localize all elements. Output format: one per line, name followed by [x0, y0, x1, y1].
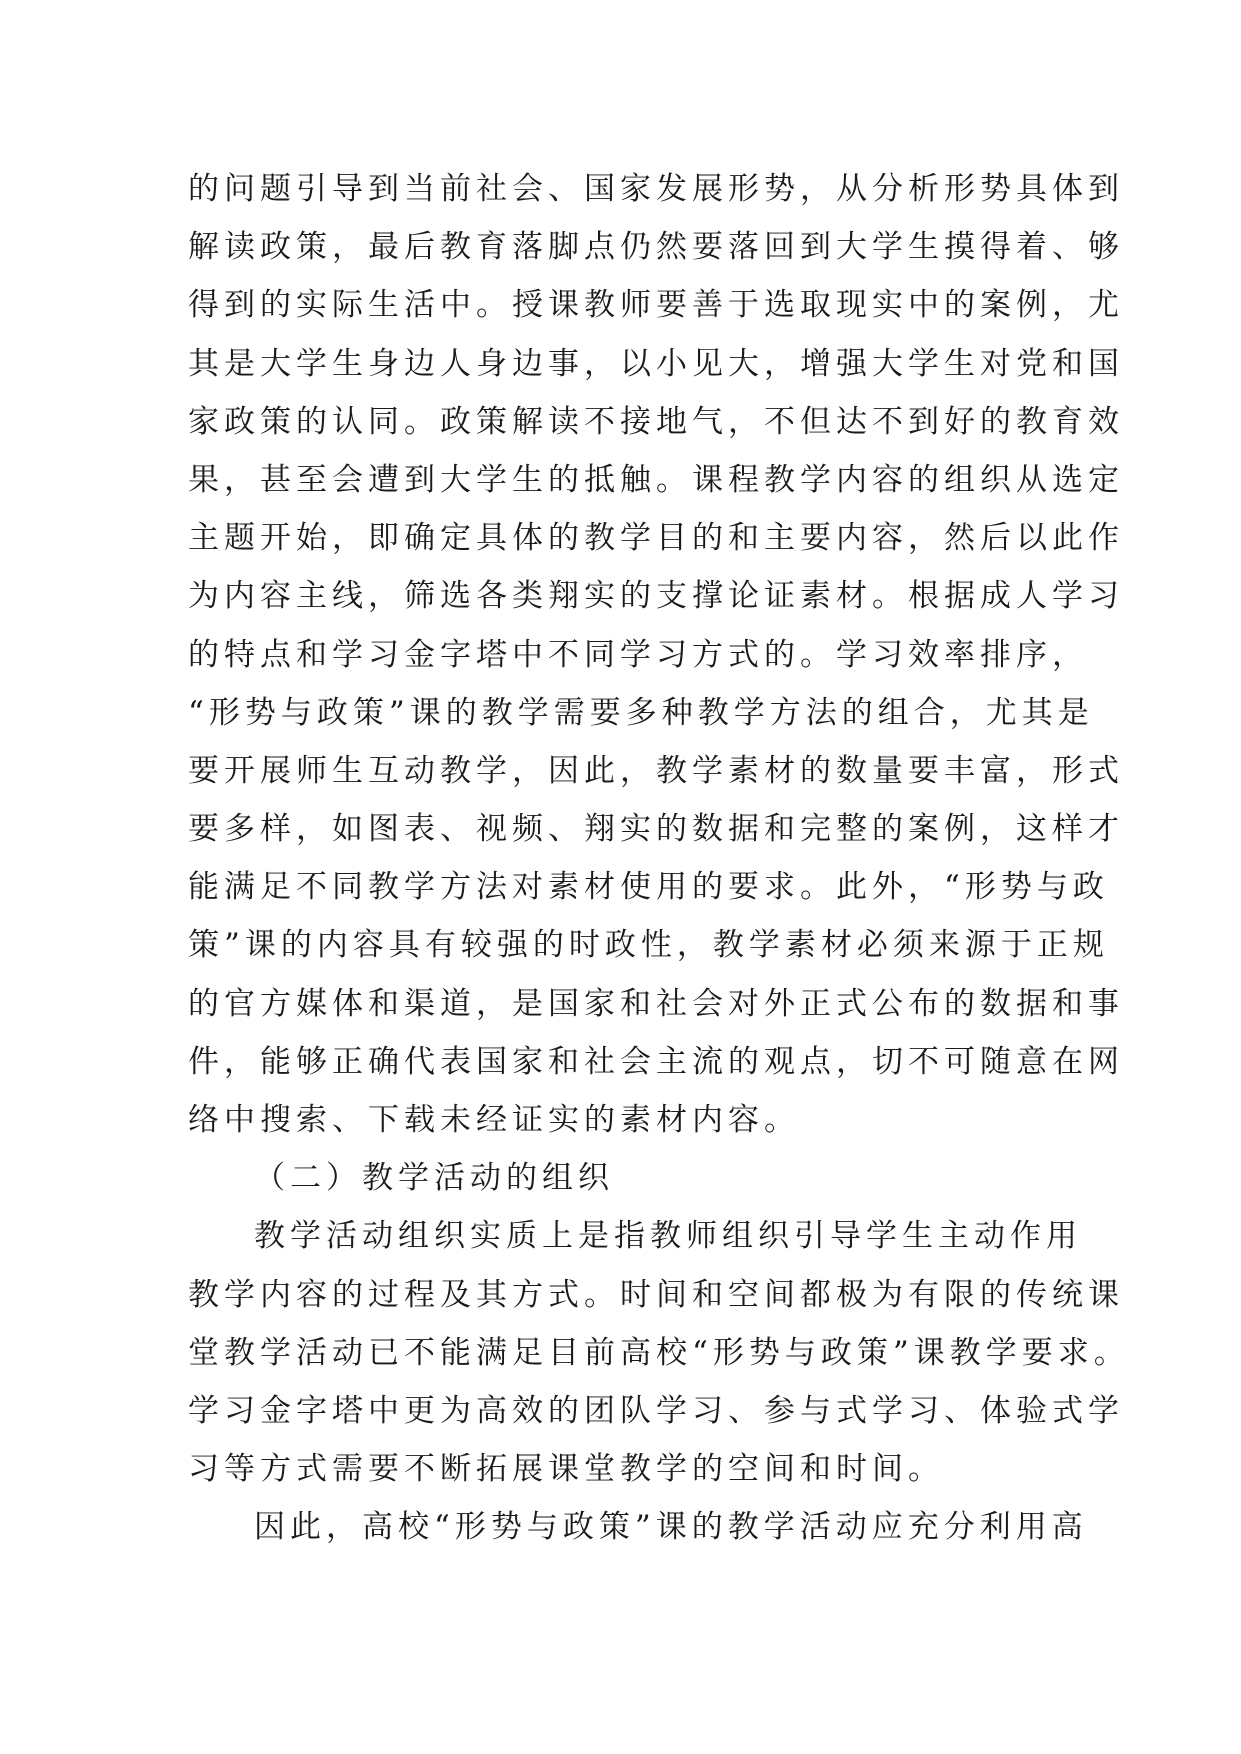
paragraph-start-line: 教学活动组织实质上是指教师组织引导学生主动作用 — [254, 1218, 1082, 1255]
text-line: 策”课的内容具有较强的时政性，教学素材必须来源于正规 — [188, 927, 1109, 964]
text-line: 教学内容的过程及其方式。时间和空间都极为有限的传统课 — [188, 1276, 1124, 1313]
paragraph-start-line: 因此，高校“形势与政策”课的教学活动应充分利用高 — [254, 1509, 1088, 1546]
text-line: 的问题引导到当前社会、国家发展形势，从分析形势具体到 — [188, 171, 1124, 207]
text-line: 件，能够正确代表国家和社会主流的观点，切不可随意在网 — [188, 1043, 1124, 1080]
text-line: 其是大学生身边人身边事，以小见大，增强大学生对党和国 — [188, 345, 1124, 382]
text-line: 络中搜索、下载未经证实的素材内容。 — [188, 1102, 800, 1138]
text-line: 要开展师生互动教学，因此，教学素材的数量要丰富，形式 — [188, 752, 1124, 789]
text-line: 的特点和学习金字塔中不同学习方式的。学习效率排序， — [188, 636, 1088, 673]
text-line: 主题开始，即确定具体的教学目的和主要内容，然后以此作 — [188, 520, 1124, 557]
text-line: 学习金字塔中更为高效的团队学习、参与式学习、体验式学 — [188, 1392, 1124, 1429]
text-line: 能满足不同教学方法对素材使用的要求。此外，“形势与政 — [188, 869, 1109, 906]
text-line: 家政策的认同。政策解读不接地气，不但达不到好的教育效 — [188, 403, 1124, 440]
text-line: 为内容主线，筛选各类翔实的支撑论证素材。根据成人学习 — [188, 578, 1124, 615]
body-text — [188, 160, 1130, 1557]
text-line: 堂教学活动已不能满足目前高校“形势与政策”课教学要求。 — [188, 1334, 1130, 1371]
text-line: 习等方式需要不断拓展课堂教学的空间和时间。 — [188, 1451, 944, 1488]
text-line: 的官方媒体和渠道，是国家和社会对外正式公布的数据和事 — [188, 985, 1124, 1022]
section-heading: （二）教学活动的组织 — [254, 1160, 614, 1197]
text-line: 要多样，如图表、视频、翔实的数据和完整的案例，这样才 — [188, 811, 1124, 848]
text-line: “形势与政策”课的教学需要多种教学方法的组合，尤其是 — [188, 694, 1094, 731]
text-line: 果，甚至会遭到大学生的抵触。课程教学内容的组织从选定 — [188, 461, 1124, 498]
text-line: 解读政策，最后教育落脚点仍然要落回到大学生摸得着、够 — [188, 229, 1124, 266]
text-line: 得到的实际生活中。授课教师要善于选取现实中的案例，尤 — [188, 287, 1124, 324]
